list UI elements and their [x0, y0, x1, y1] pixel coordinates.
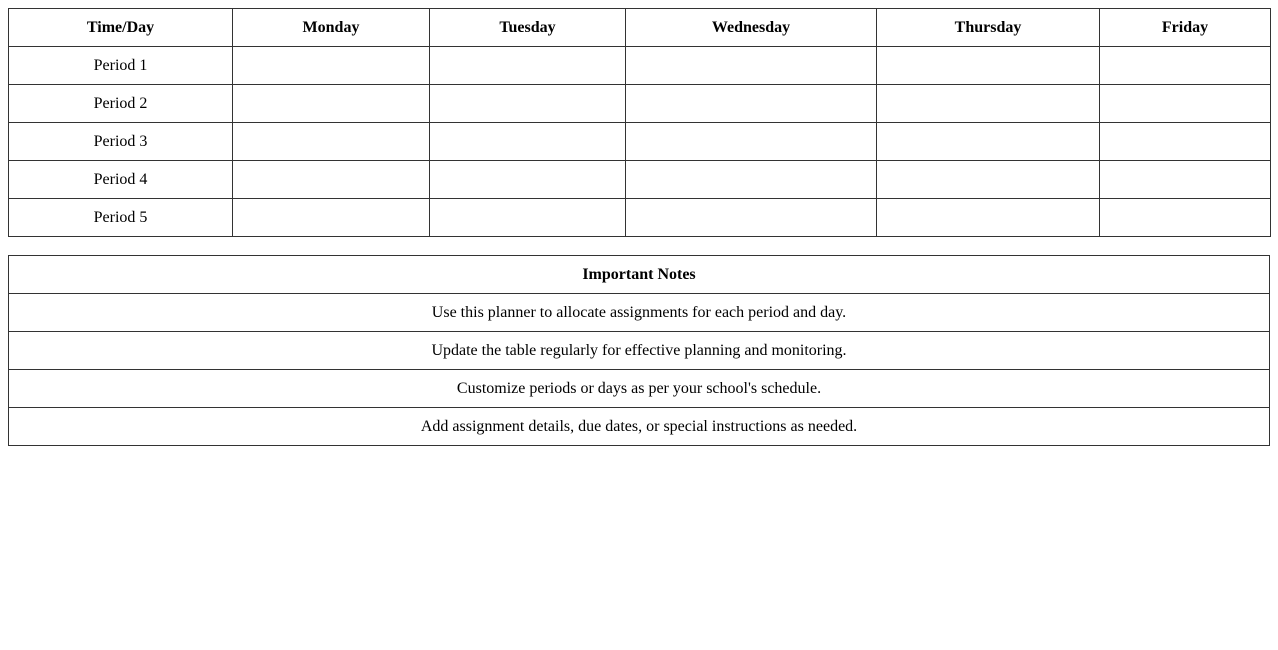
table-row: [9, 47, 1271, 85]
planner-cell[interactable]: [233, 47, 430, 85]
header-monday: Monday: [233, 9, 430, 47]
table-row: [9, 199, 1271, 237]
header-wednesday: Wednesday: [626, 9, 877, 47]
period-label: Period 1: [9, 47, 233, 85]
planner-cell[interactable]: [430, 161, 626, 199]
table-row: [9, 370, 1270, 408]
period-label: Period 2: [9, 85, 233, 123]
planner-cell[interactable]: [430, 47, 626, 85]
notes-header-row: [9, 256, 1270, 294]
header-time-day: Time/Day: [9, 9, 233, 47]
planner-cell[interactable]: [877, 85, 1100, 123]
planner-cell[interactable]: [1100, 47, 1271, 85]
important-notes-table: [8, 255, 1270, 446]
note-item: Update the table regularly for effective planning and monitoring.: [9, 332, 1270, 370]
note-item: Use this planner to allocate assignments for each period and day.: [9, 294, 1270, 332]
planner-cell[interactable]: [877, 161, 1100, 199]
planner-cell[interactable]: [233, 85, 430, 123]
planner-cell[interactable]: [626, 85, 877, 123]
planner-cell[interactable]: [430, 85, 626, 123]
planner-cell[interactable]: [626, 161, 877, 199]
header-friday: Friday: [1100, 9, 1271, 47]
period-label: Period 5: [9, 199, 233, 237]
planner-cell[interactable]: [626, 123, 877, 161]
planner-cell[interactable]: [430, 199, 626, 237]
note-item: Add assignment details, due dates, or special instructions as needed.: [9, 408, 1270, 446]
table-row: [9, 85, 1271, 123]
planner-cell[interactable]: [233, 199, 430, 237]
planner-header-row: [9, 9, 1271, 47]
planner-cell[interactable]: [1100, 199, 1271, 237]
header-tuesday: Tuesday: [430, 9, 626, 47]
page-content: [8, 8, 1270, 446]
table-row: [9, 408, 1270, 446]
table-row: [9, 332, 1270, 370]
planner-cell[interactable]: [233, 161, 430, 199]
table-row: [9, 294, 1270, 332]
table-row: [9, 123, 1271, 161]
header-thursday: Thursday: [877, 9, 1100, 47]
planner-cell[interactable]: [1100, 123, 1271, 161]
period-label: Period 3: [9, 123, 233, 161]
planner-cell[interactable]: [233, 123, 430, 161]
planner-cell[interactable]: [626, 47, 877, 85]
planner-cell[interactable]: [877, 47, 1100, 85]
planner-cell[interactable]: [1100, 85, 1271, 123]
notes-title: Important Notes: [9, 256, 1270, 294]
planner-cell[interactable]: [1100, 161, 1271, 199]
note-item: Customize periods or days as per your school's schedule.: [9, 370, 1270, 408]
planner-cell[interactable]: [626, 199, 877, 237]
table-row: [9, 161, 1271, 199]
planner-cell[interactable]: [877, 123, 1100, 161]
period-label: Period 4: [9, 161, 233, 199]
planner-cell[interactable]: [877, 199, 1100, 237]
planner-cell[interactable]: [430, 123, 626, 161]
assignment-planner-table: [8, 8, 1271, 237]
